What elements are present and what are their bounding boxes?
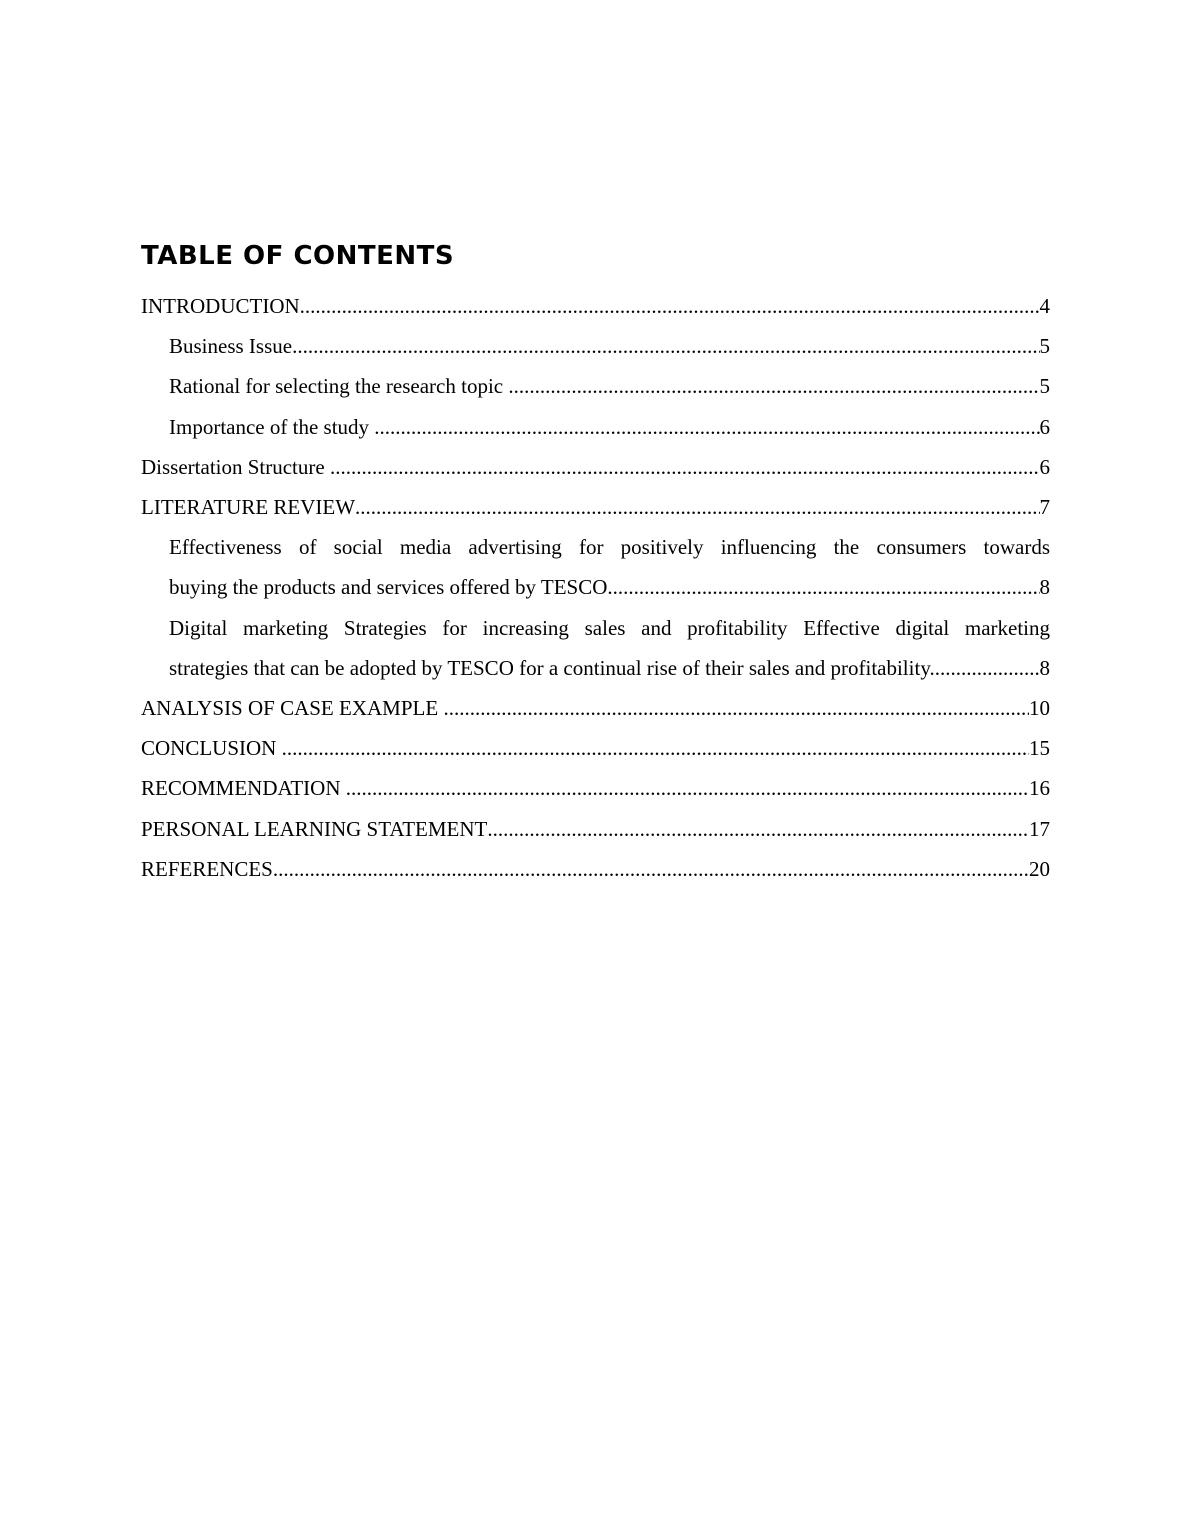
toc-entry-page-number: 8 [1039,655,1050,680]
toc-leader-dots [330,447,1040,487]
toc-entry-title: Importance of the study [169,414,375,439]
toc-entry-references[interactable] [141,849,1050,889]
toc-entry-title: PERSONAL LEARNING STATEMENT [141,816,488,841]
toc-entry-business-issue[interactable] [141,326,1050,366]
toc-entry-title: INTRODUCTION [141,294,300,318]
toc-entry-title: ANALYSIS OF CASE EXAMPLE [141,696,444,721]
toc-entry-title: Rational for selecting the research topic [169,374,509,399]
toc-leader-dots [282,728,1029,768]
toc-leader-dots [346,768,1029,808]
toc-entry-literature-review[interactable] [141,487,1050,527]
toc-leader-dots [443,688,1029,728]
toc-list [141,286,1050,889]
toc-entry-rational[interactable] [141,366,1050,406]
toc-entry-title: CONCLUSION [141,736,282,761]
toc-leader-dots [607,567,1039,607]
toc-leader-dots [935,648,1040,688]
toc-entry-page-number: 20 [1029,856,1050,881]
toc-entry-page-number: 6 [1039,454,1050,479]
toc-entry-title-line-1: Effectiveness of social media advertising for positively influencing the consumers towards [169,535,1050,560]
toc-entry-title: Dissertation Structure [141,454,330,479]
toc-entry-personal-learning-statement[interactable] [141,809,1050,849]
toc-entry-dissertation-structure[interactable] [141,447,1050,487]
toc-entry-page-number: 5 [1039,374,1050,399]
toc-leader-dots [487,809,1029,849]
toc-leader-dots [508,366,1039,406]
toc-entry-page-number: 5 [1039,334,1050,359]
toc-entry-title-line-2: buying the products and services offered by TESCO [169,575,608,600]
toc-entry-page-number: 6 [1039,414,1050,439]
toc-entry-importance[interactable] [141,407,1050,447]
toc-entry-title: RECOMMENDATION [141,776,346,801]
toc-entry-introduction[interactable] [141,286,1050,326]
toc-entry-analysis-case-example[interactable] [141,688,1050,728]
toc-leader-dots [355,487,1039,527]
toc-entry-page-number: 4 [1039,294,1050,318]
toc-entry-page-number: 16 [1029,776,1050,801]
toc-entry-title: REFERENCES [141,856,273,881]
toc-entry-title: LITERATURE REVIEW [141,495,356,520]
toc-entry-page-number: 8 [1039,575,1050,600]
table-of-contents [141,238,1050,889]
toc-entry-title-line-2: strategies that can be adopted by TESCO for a continual rise of their sales and profitability. [169,655,935,680]
toc-leader-dots [374,407,1039,447]
toc-leader-dots [273,849,1029,889]
toc-entry-page-number: 10 [1029,696,1050,721]
toc-entry-title-line-1: Digital marketing Strategies for increasing sales and profitability Effective digital marketing [169,615,1050,640]
toc-entry-conclusion[interactable] [141,728,1050,768]
toc-entry-last-line [169,567,1050,607]
toc-entry-social-media-advertising[interactable] [141,527,1050,607]
toc-entry-digital-marketing-strategies[interactable] [141,608,1050,688]
toc-entry-page-number: 15 [1029,736,1050,761]
toc-leader-dots [300,286,1040,326]
toc-leader-dots [292,326,1039,366]
toc-entry-title: Business Issue [169,334,293,359]
toc-heading: TABLE OF CONTENTS [141,241,455,271]
toc-entry-recommendation[interactable] [141,768,1050,808]
toc-entry-page-number: 7 [1039,495,1050,520]
toc-entry-last-line [169,648,1050,688]
toc-entry-page-number: 17 [1029,816,1050,841]
